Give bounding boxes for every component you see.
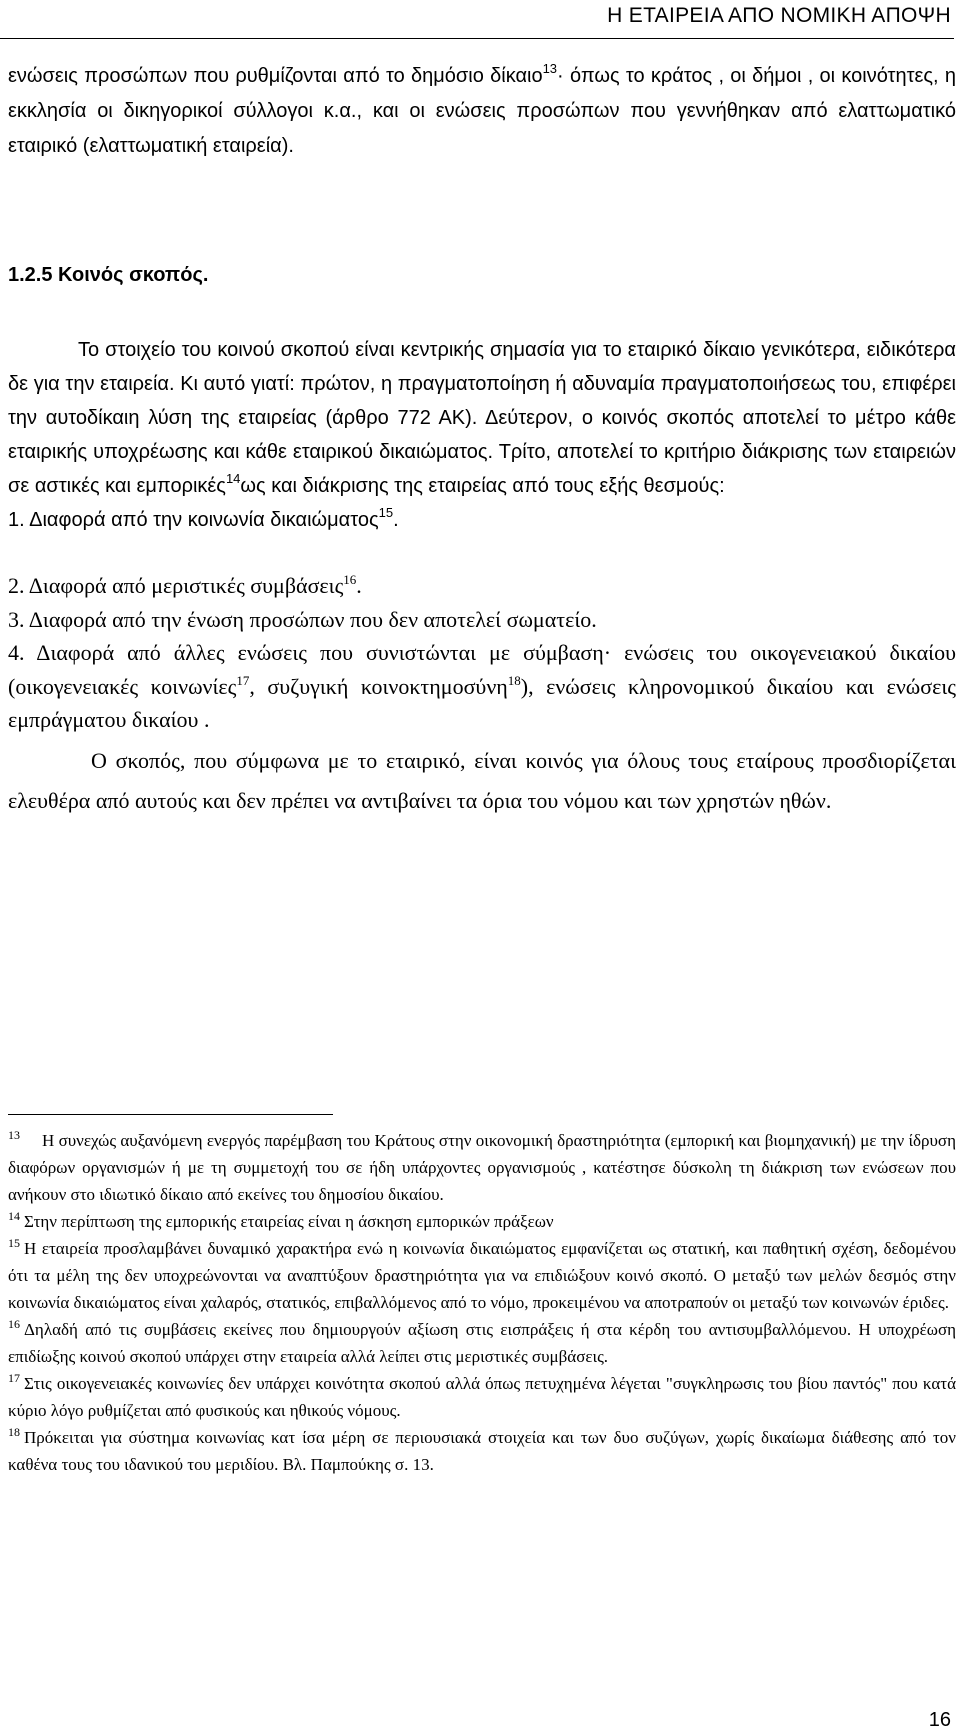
footnote-separator (8, 1114, 333, 1115)
intro-text-after: · όπως το κράτος , οι δήμοι , οι κοινότητες, η εκκλησία οι δικηγορικοί σύλλογοι κ.α., και οι ενώσεις προσώπων που γεννήθηκαν από ελαττωματικό εταιρικό (ελαττωματική εταιρεία). (8, 65, 956, 157)
footnote-ref-13[interactable]: 13 (542, 61, 558, 76)
intro-text-before: ενώσεις προσώπων που ρυθμίζονται από το δημόσιο δίκαιο (8, 65, 543, 87)
footnote-17: $^{17}$ Στις οικογενειακές κοινωνίες δεν υπάρχει κοινότητα σκοπού αλλά όπως πετυχημένα λέγεται "συγκληρωσις του βίου παντός" που κατά κύριο λόγο ρυθμίζεται από φυσικούς και ηθικούς νόμους. (8, 1371, 956, 1420)
list-item-1: 1. Διαφορά από την κοινωνία δικαιώματος$^{15}$. (8, 505, 399, 531)
footnote-14: $^{14}$ Στην περίπτωση της εμπορικής εταιρείας είναι η άσκηση εμπορικών πράξεων (8, 1209, 554, 1231)
footnote-15: $^{15}$ Η εταιρεία προσλαμβάνει δυναμικό χαρακτήρα ενώ η κοινωνία δικαιώματος εμφανίζεται ως στατική, και παθητική σχέση, δεδομένου ότι τα μέλη της δεν υποχρεώνονται να αναπτύξουν δραστηριότητα για να επιδιώξουν κοινό σκοπό. Ο μεταξύ των μελών δεσμός στην κοινωνία δικαιώματος είναι χαλαρός, στατικός, επιβαλλόμενος από το νόμο, προκειμένου να αποτραπούν οι μεταξύ των κοινωνών έριδες. (8, 1236, 956, 1312)
footnote-ref-16[interactable]: 16 (343, 572, 357, 587)
purpose-closing-paragraph: Ο σκοπός, που σύμφωνα με το εταιρικό, είναι κοινός για όλους τους εταίρους προσδιορίζεται ελευθέρα από αυτούς και δεν πρέπει να αντιβαίνει τα όρια του νόμου και των χρηστών ηθών. (8, 747, 956, 813)
footnote-ref-14[interactable]: 14 (225, 471, 241, 486)
list-item-4: 4. Διαφορά από άλλες ενώσεις που συνιστώνται με σύμβαση· ενώσεις του οικογενειακού δικαίου (οικογενειακές κοινωνίες$^{17}$, συζυγική κοινοκτημοσύνη$^{18}$), ενώσεις κληρονομικού δικαίου και ενώσεις εμπράγματου δικαίου . (8, 640, 956, 732)
header-rule (0, 38, 954, 39)
footnotes (8, 1127, 956, 1478)
footnote-ref-15[interactable]: 15 (378, 505, 394, 520)
footnote-ref-17[interactable]: 17 (236, 672, 250, 688)
page-number: 16 (928, 1709, 951, 1731)
footnote-13: $^{13}$ Η συνεχώς αυξανόμενη ενεργός παρέμβαση του Κράτους στην οικονομική δραστηριότητα (εμπορική και βιομηχανική) με την ίδρυση διαφόρων οργανισμών ή με τη συμμετοχή του σε ήδη υπάρχοντες οργανισμούς , κατέστησε δύσκολη τη διάκριση των ενώσεων που ανήκουν στο ιδιωτικό δίκαιο από εκείνες του δημοσίου δικαίου. (8, 1128, 956, 1204)
paragraph-text-a: Το στοιχείο του κοινού σκοπού είναι κεντρικής σημασία για το εταιρικό δίκαιο γενικότερα, ειδικότερα δε για την εταιρεία. Κι αυτό γιατί: πρώτον, η πραγματοποίηση ή αδυναμία πραγματοποιήσεως του, επιφέρει την αυτοδίκαιη λύση της εταιρείας (άρθρο 772 ΑΚ). Δεύτερον, ο κοινός σκοπός αποτελεί το μέτρο κάθε εταιρικής υποχρέωσης και κάθε εταιρικού δικαιώματος. Τρίτο, αποτελεί το κριτήριο διάκρισης των εταιρειών σε αστικές και εμπορικές (8, 339, 956, 497)
common-purpose-paragraph (8, 333, 956, 537)
running-header: Η ΕΤΑΙΡΕΙΑ ΑΠΟ ΝΟΜΙΚΗ ΑΠΟΨΗ (607, 4, 951, 27)
list-item-2: 2. Διαφορά από μεριστικές συμβάσεις$^{16}$. (8, 572, 362, 598)
footnote-18: $^{18}$ Πρόκειται για σύστημα κοινωνίας κατ ίσα μέρη σε περιουσιακά στοιχεία και των δυο συζύγων, χωρίς δικαίωμα διάθεσης από τον καθένα τους του ιδανικού του μεριδίου. Βλ. Παμπούκης σ. 13. (8, 1425, 956, 1474)
serif-list (8, 569, 956, 821)
footnote-16: $^{16}$ Δηλαδή από τις συμβάσεις εκείνες που δημιουργούν αξίωση στις εισπράξεις ή στα κέρδη του αντισυμβαλλόμενου. Η υποχρέωση επιδίωξης κοινού σκοπού υπάρχει στην εταιρεία αλλά λείπει στις μεριστικές συμβάσεις. (8, 1317, 956, 1366)
intro-paragraph (8, 59, 956, 164)
paragraph-text-b: ως και διάκρισης της εταιρείας από τους εξής θεσμούς: (240, 475, 725, 497)
section-heading: 1.2.5 Κοινός σκοπός. (8, 264, 209, 286)
list-item-3: 3. Διαφορά από την ένωση προσώπων που δεν αποτελεί σωματείο. (8, 606, 597, 632)
footnote-ref-18[interactable]: 18 (507, 672, 521, 688)
